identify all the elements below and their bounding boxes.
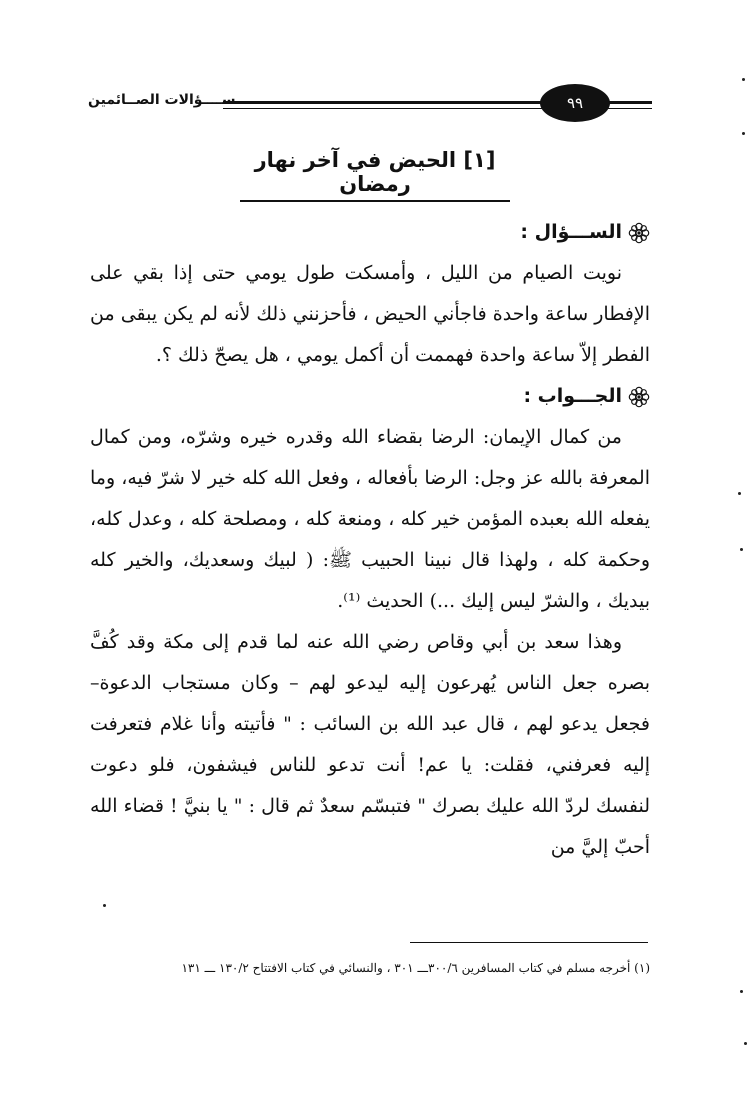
answer-label: الجـــواب : xyxy=(523,385,622,407)
scan-speck xyxy=(742,78,745,81)
answer-label-row xyxy=(90,376,650,417)
scan-speck xyxy=(742,132,745,135)
scan-speck xyxy=(738,492,741,495)
flower-ornament-icon xyxy=(628,222,650,244)
scan-speck xyxy=(103,904,106,907)
flower-ornament-icon xyxy=(628,386,650,408)
answer-paragraph-1: من كمال الإيمان: الرضا بقضاء الله وقدره خيره وشرّه، ومن كمال المعرفة بالله عز وجل: الرضا بأفعاله ، وفعل الله كله خير لا شرّ فيه، وما يفعله الله بعبده المؤمن خير كله ، ومنعة كله ، ومصلحة كله ، وعدل كله، وحكمة كله ، ولهذا قال نبينا الحبيب ﷺ: ( لبيك وسعديك، والخير كله بيديك ، والشرّ ليس إليك ...) الحديث ⁽¹⁾. xyxy=(90,426,650,612)
question-label-row xyxy=(90,212,650,253)
page-body xyxy=(90,212,650,868)
page-number: ٩٩ xyxy=(540,84,610,122)
scan-speck xyxy=(740,990,743,993)
answer-paragraph-2: وهذا سعد بن أبي وقاص رضي الله عنه لما قدم إلى مكة وقد كُفَّ بصره جعل الناس يُهرعون إليه ليدعو لهم – وكان مستجاب الدعوة– فجعل يدعو لهم ، قال عبد الله بن السائب : " فأتيته وأنا غلام فتعرفت إليه فعرفني، فقلت: يا عم! أنت تدعو للناس فيشفون، فلو دعوت لنفسك لردّ الله عليك بصرك " فتبسّم سعدٌ ثم قال : " يا بنيَّ ! قضاء الله أحبّ إليَّ من xyxy=(90,631,650,858)
running-header xyxy=(88,84,652,124)
footnote-rule xyxy=(410,942,648,943)
chapter-heading: [١] الحيض في آخر نهار رمضان xyxy=(240,148,510,202)
footnote: (١) أخرجه مسلم في كتاب المسافرين ٣٠٠/٦ـــ ٣٠١ ، والنسائي في كتاب الافتتاح ١٣٠/٢ ـــ ١٣١ xyxy=(181,961,650,975)
running-title: ســــؤالات الصــائمين xyxy=(88,92,236,108)
question-label: الســـؤال : xyxy=(520,221,622,243)
scan-speck xyxy=(744,1042,747,1045)
scan-speck xyxy=(740,548,743,551)
question-text: نويت الصيام من الليل ، وأمسكت طول يومي حتى إذا بقي على الإفطار ساعة واحدة فاجأني الحيض ، فأحزنني ذلك لأنه لم يكن يبقى من الفطر إلاّ ساعة واحدة فهممت أن أكمل يومي ، هل يصحّ ذلك ؟. xyxy=(90,262,650,366)
